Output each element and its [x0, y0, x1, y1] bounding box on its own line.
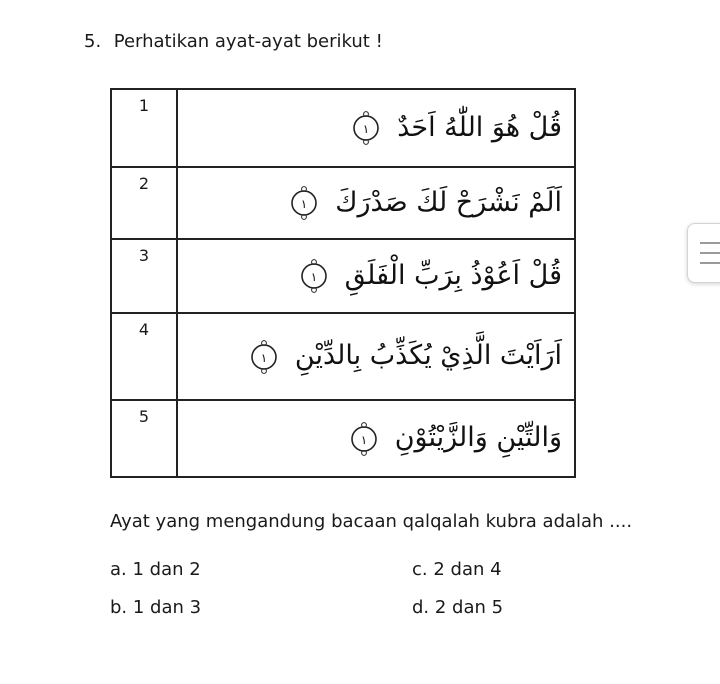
ayat-text: قُلْ اَعُوْذُ بِرَبِّ الْفَلَقِ [344, 259, 562, 291]
ayah-number: ١ [360, 432, 367, 447]
table-row [111, 400, 575, 477]
question-number: 5. [84, 31, 102, 52]
ayat-cell [177, 167, 575, 239]
table-row [111, 89, 575, 167]
side-panel-handle[interactable] [687, 223, 720, 283]
question-text: Perhatikan ayat-ayat berikut ! [113, 31, 383, 52]
option-c[interactable]: c. 2 dan 4 [412, 559, 502, 580]
ayat-text: اَرَاَيْتَ الَّذِيْ يُكَذِّبُ بِالدِّيْنِ [294, 340, 562, 372]
option-a[interactable]: a. 1 dan 2 [110, 559, 201, 580]
ayat-text: قُلْ هُوَ اللّٰهُ اَحَدٌ [397, 111, 562, 143]
row-number: 3 [111, 239, 177, 313]
row-number: 4 [111, 313, 177, 400]
row-number: 1 [111, 89, 177, 167]
ayat-cell [177, 313, 575, 400]
ayah-number: ١ [260, 350, 268, 365]
ayat-table [110, 88, 576, 478]
ayah-number: ١ [300, 197, 308, 211]
ayat-cell [177, 89, 575, 167]
ayah-end-marker-icon [286, 185, 322, 221]
ayah-end-marker-icon [246, 339, 282, 375]
ayah-number: ١ [362, 122, 370, 136]
question-prompt: Ayat yang mengandung bacaan qalqalah kubra adalah .... [110, 511, 633, 532]
table-row [111, 167, 575, 239]
ayah-end-marker-icon [296, 258, 332, 294]
ayah-end-marker-icon [346, 421, 382, 457]
ayat-text: وَالتِّيْنِ وَالزَّيْتُوْنِ [394, 422, 562, 454]
option-d[interactable]: d. 2 dan 5 [412, 597, 504, 618]
ayat-text: اَلَمْ نَشْرَحْ لَكَ صَدْرَكَ [335, 186, 562, 218]
row-number: 5 [111, 400, 177, 477]
table-row [111, 313, 575, 400]
ayat-cell [177, 239, 575, 313]
row-number: 2 [111, 167, 177, 239]
table-row [111, 239, 575, 313]
ayat-cell [177, 400, 575, 477]
question-title [84, 30, 383, 54]
option-b[interactable]: b. 1 dan 3 [110, 597, 202, 618]
ayah-end-marker-icon [348, 110, 384, 146]
ayah-number: ١ [310, 270, 317, 284]
